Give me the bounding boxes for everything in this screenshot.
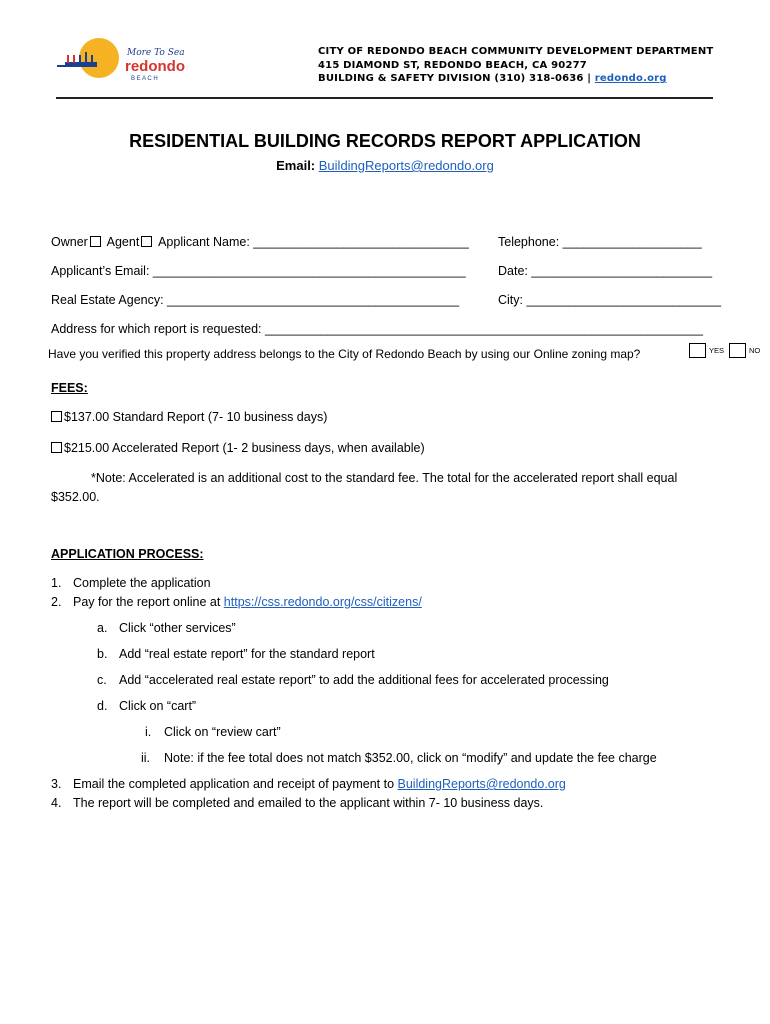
header-divider [56,97,713,99]
no-label: NO [749,346,761,355]
role-selection [51,235,469,249]
standard-fee-checkbox[interactable] [51,411,62,422]
telephone-field[interactable]: Telephone: ____________________ [498,235,702,249]
header-line-2: 415 DIAMOND ST, REDONDO BEACH, CA 90277 [318,60,587,71]
payment-link[interactable]: https://css.redondo.org/css/citizens/ [223,595,422,609]
step-1: 1. Complete the application [51,576,211,590]
logo-sub: B E A C H [131,76,158,82]
process-heading: APPLICATION PROCESS: [51,547,204,561]
submission-email-link[interactable]: BuildingReports@redondo.org [397,777,566,791]
substep-c-text: Add “accelerated real estate report” to add the additional fees for accelerated processing [119,673,609,687]
substep-d-text: Click on “cart” [119,699,197,713]
yes-checkbox[interactable] [689,343,706,358]
email-link[interactable]: BuildingReports@redondo.org [318,158,494,173]
yes-label: YES [709,346,725,355]
step-1-text: Complete the application [73,576,211,590]
standard-fee-option [51,410,327,424]
agent-checkbox[interactable] [141,236,152,247]
substep-i-text: Click on “review cart” [164,725,281,739]
contact-email [0,158,770,173]
accelerated-fee-label: $215.00 Accelerated Report (1- 2 business days, when available) [64,441,425,455]
email-label: Email: [276,158,316,173]
logo-name: redondo [125,58,185,75]
logo-tagline: More To Sea [127,48,185,58]
substep-ii-text: Note: if the fee total does not match $352.00, click on “modify” and update the fee charge [164,751,657,765]
substep-i: i. Click on “review cart” [145,725,281,739]
fee-note-line-2: $352.00. [51,490,100,504]
city-field[interactable]: City: ____________________________ [498,293,722,307]
accelerated-fee-option [51,441,425,455]
substep-b: b. Add “real estate report” for the standard report [97,647,375,661]
applicant-name-field[interactable]: Applicant Name: _______________________________ [158,235,469,249]
website-link[interactable]: redondo.org [594,73,667,84]
no-checkbox[interactable] [729,343,746,358]
accelerated-fee-checkbox[interactable] [51,442,62,453]
step-3: 3. Email the completed application and receipt of payment to BuildingReports@redondo.org [51,777,566,791]
owner-checkbox[interactable] [90,236,101,247]
header-line-1: CITY OF REDONDO BEACH COMMUNITY DEVELOPMENT DEPARTMENT [318,46,714,57]
step-3-text: Email the completed application and receipt of payment to [73,777,395,791]
address-field[interactable]: Address for which report is requested: _______________________________________________________________ [51,322,703,336]
agent-label: Agent [106,235,140,249]
header-phone: BUILDING & SAFETY DIVISION (310) 318-0636 | [318,73,592,84]
substep-b-text: Add “real estate report” for the standard report [119,647,375,661]
verify-question: Have you verified this property address belongs to the City of Redondo Beach by using our Online zoning map? [48,347,641,361]
substep-c: c. Add “accelerated real estate report” to add the additional fees for accelerated processing [97,673,609,687]
step-4: 4. The report will be completed and emailed to the applicant within 7- 10 business days. [51,796,544,810]
step-2: 2. Pay for the report online at https://css.redondo.org/css/citizens/ [51,595,422,609]
redondo-beach-logo [57,36,185,86]
applicant-email-field[interactable]: Applicant’s Email: _____________________________________________ [51,264,466,278]
page-title: RESIDENTIAL BUILDING RECORDS REPORT APPLICATION [129,131,641,151]
step-2-text: Pay for the report online at [73,595,221,609]
fee-note-line-1: *Note: Accelerated is an additional cost to the standard fee. The total for the accelerated report shall equal [91,471,678,485]
owner-label: Owner [51,235,88,249]
substep-a-text: Click “other services” [119,621,236,635]
substep-a: a. Click “other services” [97,621,236,635]
standard-fee-label: $137.00 Standard Report (7- 10 business days) [64,410,328,424]
substep-d: d. Click on “cart” [97,699,197,713]
fees-heading: FEES: [51,381,88,395]
step-4-text: The report will be completed and emailed to the applicant within 7- 10 business days. [73,796,544,810]
real-estate-agency-field[interactable]: Real Estate Agency: __________________________________________ [51,293,460,307]
substep-ii: ii. Note: if the fee total does not match $352.00, click on “modify” and update the fee charge [141,751,657,765]
date-field[interactable]: Date: __________________________ [498,264,713,278]
header-line-3 [318,73,667,84]
